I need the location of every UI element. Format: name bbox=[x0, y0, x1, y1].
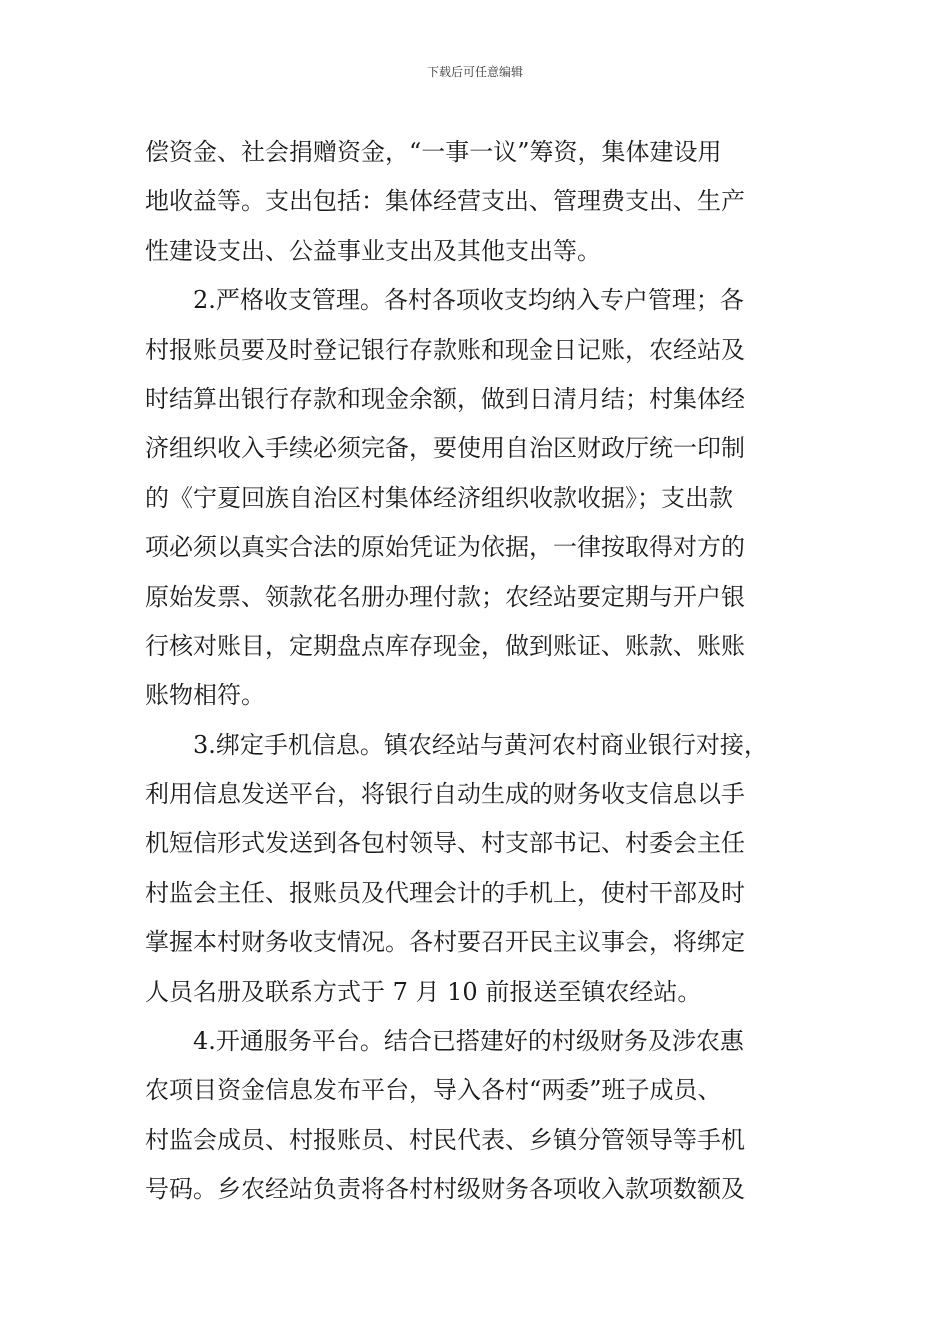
text-line: 原始发票、领款花名册办理付款；农经站要定期与开户银 bbox=[145, 582, 745, 611]
text-line: 农项目资金信息发布平台，导入各村“两委”班子成员、 bbox=[145, 1076, 722, 1105]
text-line: 地收益等。支出包括：集体经营支出、管理费支出、生产 bbox=[145, 187, 745, 216]
text-line: 号码。乡农经站负责将各村村级财务各项收入款项数额及 bbox=[145, 1175, 745, 1204]
text-line: 人员名册及联系方式于 7 月 10 前报送至镇农经站。 bbox=[145, 977, 702, 1006]
text-line: 2.严格收支管理。各村各项收支均纳入专户管理；各 bbox=[145, 286, 744, 315]
paragraph-income-expense bbox=[145, 128, 835, 276]
text-line: 偿资金、社会捐赠资金，“一事一议”筹资，集体建设用 bbox=[145, 138, 722, 166]
text-line: 机短信形式发送到各包村领导、村支部书记、村委会主任 bbox=[145, 829, 745, 858]
paragraph-phone-binding bbox=[145, 721, 835, 1017]
text-line: 账物相符。 bbox=[145, 681, 265, 710]
text-line: 项必须以真实合法的原始凭证为依据，一律按取得对方的 bbox=[145, 533, 745, 562]
text-line: 利用信息发送平台，将银行自动生成的财务收支信息以手 bbox=[145, 780, 745, 809]
text-line: 济组织收入手续必须完备，要使用自治区财政厅统一印制 bbox=[145, 434, 745, 463]
text-line: 村监会主任、报账员及代理会计的手机上，使村干部及时 bbox=[145, 878, 745, 907]
page-header-note: 下载后可任意编辑 bbox=[426, 65, 523, 79]
paragraph-strict-management bbox=[145, 276, 835, 721]
text-line: 的《宁夏回族自治区村集体经济组织收款收据》；支出款 bbox=[145, 483, 733, 512]
text-line: 性建设支出、公益事业支出及其他支出等。 bbox=[145, 236, 601, 265]
text-line: 掌握本村财务收支情况。各村要召开民主议事会，将绑定 bbox=[145, 928, 745, 957]
text-line: 3.绑定手机信息。镇农经站与黄河农村商业银行对接， bbox=[145, 730, 768, 759]
text-line: 4.开通服务平台。结合已搭建好的村级财务及涉农惠 bbox=[145, 1027, 744, 1056]
text-line: 行核对账目，定期盘点库存现金，做到账证、账款、账账 bbox=[145, 631, 745, 660]
text-line: 村报账员要及时登记银行存款账和现金日记账，农经站及 bbox=[145, 335, 745, 364]
text-line: 时结算出银行存款和现金余额，做到日清月结；村集体经 bbox=[145, 384, 745, 413]
paragraph-service-platform bbox=[145, 1017, 835, 1215]
document-body bbox=[145, 128, 835, 1215]
text-line: 村监会成员、村报账员、村民代表、乡镇分管领导等手机 bbox=[145, 1125, 745, 1154]
